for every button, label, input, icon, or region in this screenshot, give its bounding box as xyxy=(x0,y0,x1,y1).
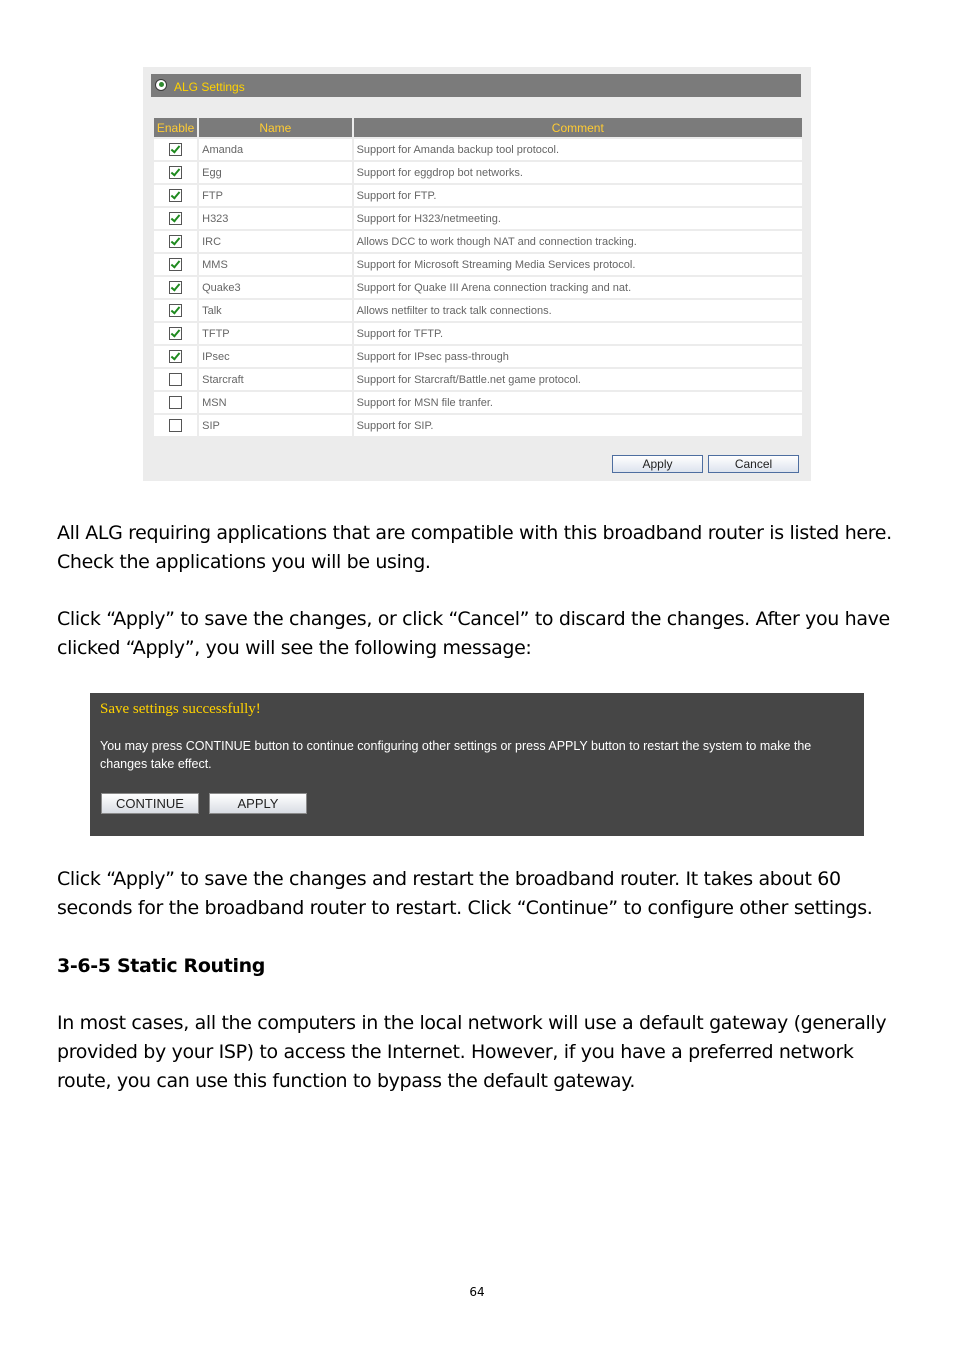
paragraph-static-routing: In most cases, all the computers in the local network will use a default gateway (generally provided by your ISP) to access the Internet. However, if you have a preferred network route, you can use this function to bypass the default gateway. xyxy=(57,1012,887,1092)
table-row xyxy=(154,300,802,321)
table-row xyxy=(154,392,802,413)
enable-cell xyxy=(154,300,197,321)
enable-cell xyxy=(154,162,197,183)
enable-checkbox[interactable] xyxy=(169,143,182,156)
paragraph-apply-instructions: Click “Apply” to save the changes, or click “Cancel” to discard the changes. After you have clicked “Apply”, you will see the following message: xyxy=(57,608,890,659)
alg-comment: Support for Starcraft/Battle.net game protocol. xyxy=(354,369,802,390)
dialog-apply-button[interactable]: APPLY xyxy=(209,793,307,814)
table-row xyxy=(154,323,802,344)
alg-name: IPsec xyxy=(199,346,351,367)
radio-dot-icon xyxy=(155,79,167,91)
table-row xyxy=(154,369,802,390)
paragraph-restart-info: Click “Apply” to save the changes and restart the broadband router. It takes about 60 seconds for the broadband router to restart. Click “Continue” to configure other settings. xyxy=(57,868,873,919)
alg-name: MMS xyxy=(199,254,351,275)
alg-comment: Support for IPsec pass-through xyxy=(354,346,802,367)
alg-settings-panel xyxy=(143,67,811,481)
cancel-button[interactable]: Cancel xyxy=(708,455,799,473)
alg-name: H323 xyxy=(199,208,351,229)
alg-comment: Support for SIP. xyxy=(354,415,802,436)
table-row xyxy=(154,185,802,206)
alg-name: Amanda xyxy=(199,139,351,160)
alg-comment: Support for FTP. xyxy=(354,185,802,206)
alg-comment: Allows netfilter to track talk connections. xyxy=(354,300,802,321)
enable-cell xyxy=(154,231,197,252)
alg-name: Starcraft xyxy=(199,369,351,390)
enable-checkbox[interactable] xyxy=(169,396,182,409)
column-header-enable: Enable xyxy=(154,118,197,137)
enable-checkbox[interactable] xyxy=(169,327,182,340)
alg-name: Talk xyxy=(199,300,351,321)
alg-settings-header xyxy=(151,74,801,97)
table-row xyxy=(154,415,802,436)
alg-name: SIP xyxy=(199,415,351,436)
table-row xyxy=(154,208,802,229)
alg-name: Quake3 xyxy=(199,277,351,298)
page-number: 64 xyxy=(469,1285,485,1299)
enable-cell xyxy=(154,415,197,436)
save-success-dialog xyxy=(90,693,864,836)
enable-checkbox[interactable] xyxy=(169,258,182,271)
enable-checkbox[interactable] xyxy=(169,235,182,248)
table-row xyxy=(154,277,802,298)
enable-checkbox[interactable] xyxy=(169,304,182,317)
enable-checkbox[interactable] xyxy=(169,281,182,294)
table-row xyxy=(154,254,802,275)
alg-comment: Support for TFTP. xyxy=(354,323,802,344)
alg-name: TFTP xyxy=(199,323,351,344)
section-heading: 3-6-5 Static Routing xyxy=(57,955,266,977)
enable-checkbox[interactable] xyxy=(169,189,182,202)
enable-cell xyxy=(154,277,197,298)
table-row xyxy=(154,231,802,252)
enable-cell xyxy=(154,323,197,344)
column-header-comment: Comment xyxy=(354,118,802,137)
table-header-row xyxy=(154,118,802,137)
alg-comment: Support for Amanda backup tool protocol. xyxy=(354,139,802,160)
alg-comment: Support for H323/netmeeting. xyxy=(354,208,802,229)
alg-name: FTP xyxy=(199,185,351,206)
alg-comment: Support for MSN file tranfer. xyxy=(354,392,802,413)
enable-checkbox[interactable] xyxy=(169,212,182,225)
enable-checkbox[interactable] xyxy=(169,350,182,363)
alg-table xyxy=(152,116,804,438)
alg-name: Egg xyxy=(199,162,351,183)
apply-button[interactable]: Apply xyxy=(612,455,703,473)
table-row xyxy=(154,346,802,367)
dialog-message: You may press CONTINUE button to continue configuring other settings or press APPLY button to restart the system to make the changes take effect. xyxy=(100,739,812,771)
enable-cell xyxy=(154,139,197,160)
enable-checkbox[interactable] xyxy=(169,166,182,179)
enable-cell xyxy=(154,369,197,390)
dialog-title: Save settings successfully! xyxy=(100,701,261,717)
alg-comment: Support for Quake III Arena connection tracking and nat. xyxy=(354,277,802,298)
table-row xyxy=(154,139,802,160)
paragraph-alg-description: All ALG requiring applications that are compatible with this broadband router is listed here. Check the applications you will be using. xyxy=(57,522,892,573)
enable-cell xyxy=(154,208,197,229)
alg-comment: Support for Microsoft Streaming Media Services protocol. xyxy=(354,254,802,275)
enable-cell xyxy=(154,346,197,367)
alg-name: IRC xyxy=(199,231,351,252)
enable-checkbox[interactable] xyxy=(169,419,182,432)
enable-cell xyxy=(154,185,197,206)
enable-cell xyxy=(154,392,197,413)
alg-comment: Support for eggdrop bot networks. xyxy=(354,162,802,183)
table-row xyxy=(154,162,802,183)
alg-name: MSN xyxy=(199,392,351,413)
enable-checkbox[interactable] xyxy=(169,373,182,386)
column-header-name: Name xyxy=(199,118,351,137)
continue-button[interactable]: CONTINUE xyxy=(101,793,199,814)
alg-settings-title: ALG Settings xyxy=(174,80,245,94)
enable-cell xyxy=(154,254,197,275)
alg-comment: Allows DCC to work though NAT and connection tracking. xyxy=(354,231,802,252)
